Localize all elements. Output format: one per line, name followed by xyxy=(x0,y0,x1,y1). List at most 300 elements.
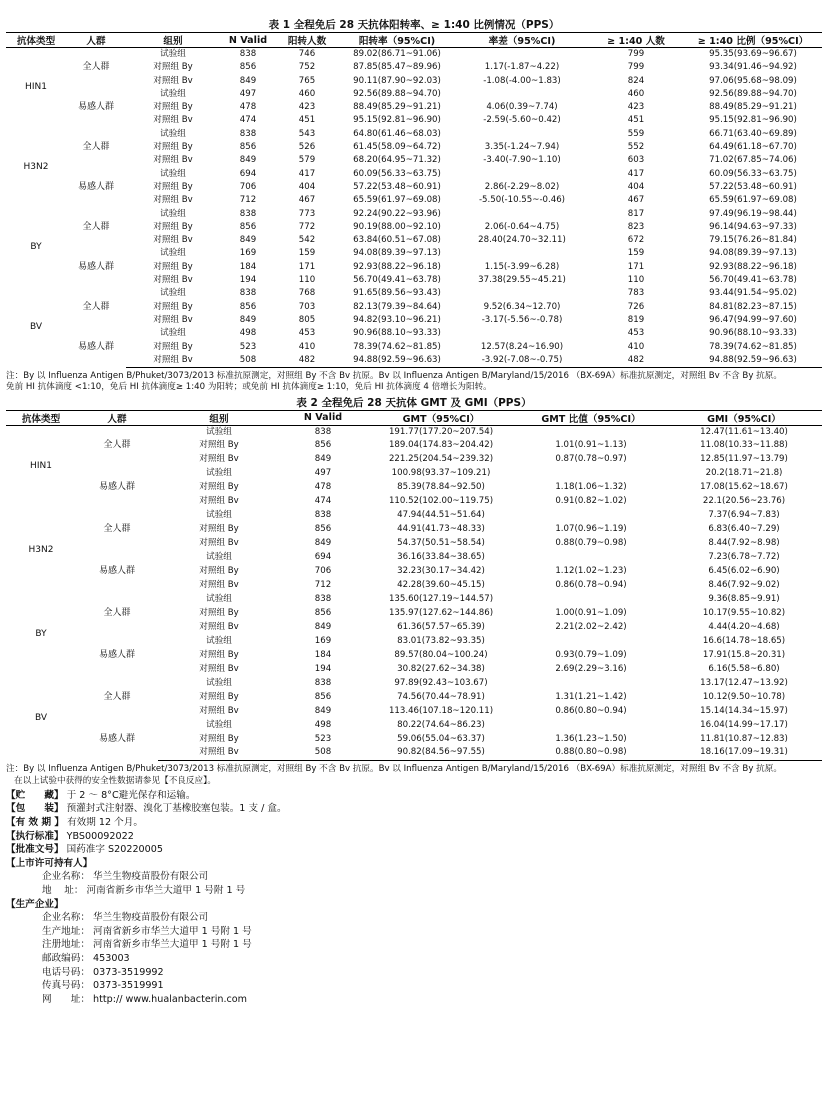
table-cell: 768 xyxy=(298,288,316,299)
antibody-type-cell: H3N2 xyxy=(28,545,54,556)
table-cell: 838 xyxy=(239,49,257,59)
table-cell: 849 xyxy=(314,454,332,465)
table-cell: 56.70(49.41~63.78) xyxy=(353,275,441,286)
population-cell: 易感人群 xyxy=(98,566,135,577)
table-cell: 42.28(39.60~45.15) xyxy=(397,580,485,591)
table-cell: 849 xyxy=(314,621,332,632)
table-cell: 94.88(92.59~96.63) xyxy=(684,354,822,368)
table-cell: 对照组 By xyxy=(199,649,239,660)
table-cell: 对照组 Bv xyxy=(153,155,193,166)
table-cell: 799 xyxy=(627,62,645,73)
table-cell: 57.22(53.48~60.91) xyxy=(353,181,441,192)
table-cell: 试验组 xyxy=(206,593,232,604)
table-cell: 694 xyxy=(314,552,332,563)
table-cell: 95.15(92.81~96.90) xyxy=(709,115,797,126)
table-cell: 1.36(1.23~1.50) xyxy=(555,733,627,744)
table-cell: 404 xyxy=(627,181,645,192)
table-cell: 6.45(6.02~6.90) xyxy=(708,566,780,577)
table-row xyxy=(6,154,822,167)
table-cell: 838 xyxy=(314,426,332,437)
table-cell: 467 xyxy=(298,195,316,206)
table-cell: 523 xyxy=(239,341,257,352)
table-cell: 453 xyxy=(627,328,645,339)
table-cell: 4.44(4.20~4.68) xyxy=(708,621,780,632)
table-cell: 13.17(12.47~13.92) xyxy=(700,677,788,688)
table-cell: 对照组 Bv xyxy=(153,275,193,286)
validity-label: 【有 效 期 】 xyxy=(6,817,64,828)
table-cell: 746 xyxy=(298,49,316,59)
table-row xyxy=(6,635,822,649)
table-cell: 1.31(1.21~1.42) xyxy=(555,691,627,702)
table-cell: 试验组 xyxy=(206,635,232,646)
table-cell: 467 xyxy=(627,195,645,206)
table-row xyxy=(6,593,822,607)
table-cell: 88.49(85.29~91.21) xyxy=(353,102,441,113)
table-cell: 20.2(18.71~21.8) xyxy=(705,468,783,479)
package-row xyxy=(6,802,822,816)
table-cell: 478 xyxy=(314,482,332,493)
col-header: 组别 xyxy=(126,33,220,48)
table-cell: 523 xyxy=(314,733,332,744)
table-row xyxy=(6,425,822,439)
antibody-type-cell: HIN1 xyxy=(25,82,47,93)
table-cell: 15.14(14.34~15.97) xyxy=(700,705,788,716)
phone-row xyxy=(6,966,822,980)
table-cell: 508 xyxy=(220,354,276,368)
producer-heading-row xyxy=(6,898,822,912)
table-cell: 706 xyxy=(314,566,332,577)
table-row xyxy=(6,509,822,523)
table-cell: 65.59(61.97~69.08) xyxy=(709,195,797,206)
table-cell: 856 xyxy=(239,221,257,232)
phone-value: 0373-3519992 xyxy=(93,966,164,978)
table-cell: 94.82(93.10~96.21) xyxy=(353,314,441,325)
table-row xyxy=(6,88,822,101)
table-cell: 对照组 By xyxy=(199,524,239,535)
table-cell: 对照组 Bv xyxy=(126,354,220,368)
col-header: N Valid xyxy=(280,410,366,425)
table-cell: 对照组 By xyxy=(153,62,193,73)
table-cell: 64.80(61.46~68.03) xyxy=(353,128,441,139)
table-cell: 64.49(61.18~67.70) xyxy=(709,142,797,153)
table-cell: 85.39(78.84~92.50) xyxy=(397,482,485,493)
table-row xyxy=(6,327,822,340)
table-cell: 对照组 By xyxy=(153,301,193,312)
table-cell: 12.57(8.24~16.90) xyxy=(480,341,564,352)
table-cell: 526 xyxy=(298,142,316,153)
table-cell: 410 xyxy=(298,341,316,352)
table-cell: 对照组 By xyxy=(153,341,193,352)
table-cell: 对照组 By xyxy=(153,181,193,192)
table-row xyxy=(6,141,822,154)
table-cell: 对照组 Bv xyxy=(199,663,239,674)
table-cell: 189.04(174.83~204.42) xyxy=(388,440,494,451)
approval-value: 国药准字 S20220005 xyxy=(66,844,163,856)
table-cell: 试验组 xyxy=(160,168,186,179)
package-label: 【包 装】 xyxy=(6,803,64,815)
col-header: 人群 xyxy=(76,410,158,425)
approval-row xyxy=(6,843,822,857)
table-cell: 对照组 By xyxy=(199,691,239,702)
table-cell: 0.88(0.79~0.98) xyxy=(555,538,627,549)
standard-value: YBS00092022 xyxy=(66,830,134,842)
table-cell: 83.01(73.82~93.35) xyxy=(397,635,485,646)
table-cell: 773 xyxy=(298,208,316,219)
table-cell: 2.21(2.02~2.42) xyxy=(555,621,627,632)
postcode-row xyxy=(6,952,822,966)
table-cell: 712 xyxy=(314,580,332,591)
table-row xyxy=(6,274,822,287)
table-cell: -3.17(-5.56~-0.78) xyxy=(481,314,563,325)
table-cell: 90.96(88.10~93.33) xyxy=(353,328,441,339)
table-cell: 783 xyxy=(627,288,645,299)
table-cell: 849 xyxy=(239,75,257,86)
registered-address-label: 注册地址： xyxy=(42,939,90,951)
table-cell: 417 xyxy=(627,168,645,179)
table-cell: 对照组 Bv xyxy=(199,538,239,549)
table-cell: 694 xyxy=(239,168,257,179)
table2-header-row xyxy=(6,410,822,425)
table-cell: 856 xyxy=(239,142,257,153)
table-cell: 824 xyxy=(627,75,645,86)
table-cell: 508 xyxy=(280,746,366,760)
table-cell: 44.91(41.73~48.33) xyxy=(397,524,485,535)
population-cell: 易感人群 xyxy=(77,341,114,352)
table-cell: 498 xyxy=(239,328,257,339)
population-cell: 易感人群 xyxy=(77,261,114,272)
table-cell xyxy=(516,719,666,733)
table-cell: 726 xyxy=(627,301,645,312)
table-cell: 497 xyxy=(314,468,332,479)
table-cell: 817 xyxy=(627,208,645,219)
table-cell: 78.39(74.62~81.85) xyxy=(709,341,797,352)
table-cell: 712 xyxy=(239,195,257,206)
table-cell: 474 xyxy=(314,496,332,507)
table-cell: 对照组 By xyxy=(199,733,239,744)
population-cell: 全人群 xyxy=(103,524,131,535)
table-cell xyxy=(516,467,666,481)
table-cell: 552 xyxy=(627,142,645,153)
table-cell: 80.22(74.64~86.23) xyxy=(397,719,485,730)
population-cell: 全人群 xyxy=(82,221,110,232)
table-cell: 对照组 Bv xyxy=(153,75,193,86)
table-cell: 113.46(107.18~120.11) xyxy=(388,705,494,716)
population-cell: 易感人群 xyxy=(77,102,114,113)
table-cell: 1.15(-3.99~6.28) xyxy=(484,261,560,272)
table-cell: 30.82(27.62~34.38) xyxy=(397,663,485,674)
table-cell: 423 xyxy=(298,102,316,113)
table-cell: 838 xyxy=(239,128,257,139)
table-cell: 849 xyxy=(239,314,257,325)
table-cell: 8.44(7.92~8.98) xyxy=(708,538,780,549)
table-cell: 对照组 By xyxy=(199,440,239,451)
table-cell: 838 xyxy=(314,510,332,521)
table-cell: 579 xyxy=(298,155,316,166)
table-cell: 93.44(91.54~95.02) xyxy=(709,288,797,299)
table-cell: 849 xyxy=(314,705,332,716)
population-cell: 易感人群 xyxy=(98,733,135,744)
table-cell: 772 xyxy=(298,221,316,232)
table-cell: 试验组 xyxy=(160,288,186,299)
table-cell: 856 xyxy=(314,691,332,702)
table1 xyxy=(6,32,822,368)
table-cell: 对照组 By xyxy=(153,142,193,153)
table-cell: 0.93(0.79~1.09) xyxy=(555,649,627,660)
table-cell: 97.89(92.43~103.67) xyxy=(394,677,488,688)
table-cell: 90.96(88.10~93.33) xyxy=(709,328,797,339)
table-cell: 0.86(0.78~0.94) xyxy=(555,580,627,591)
table-cell xyxy=(516,593,666,607)
col-header: 人群 xyxy=(66,33,126,48)
table-cell: 96.47(94.99~97.60) xyxy=(709,314,797,325)
table-cell: 试验组 xyxy=(206,510,232,521)
table-cell: 1.07(0.96~1.19) xyxy=(555,524,627,535)
holder-name-value: 华兰生物疫苗股份有限公司 xyxy=(93,871,209,883)
table-cell: 221.25(204.54~239.32) xyxy=(388,454,494,465)
table-cell: 7.23(6.78~7.72) xyxy=(708,552,780,563)
table-cell: 79.15(76.26~81.84) xyxy=(709,235,797,246)
table-cell: 498 xyxy=(314,719,332,730)
table-cell: 78.39(74.62~81.85) xyxy=(353,341,441,352)
table-cell: 799 xyxy=(627,49,645,59)
table-cell: 0.88(0.80~0.98) xyxy=(516,746,666,760)
table-cell: 95.35(93.69~96.67) xyxy=(709,49,797,59)
table-cell: 试验组 xyxy=(160,208,186,219)
table-cell: 试验组 xyxy=(206,468,232,479)
holder-label: 【上市许可持有人】 xyxy=(6,857,93,869)
table-row xyxy=(6,221,822,234)
table-cell xyxy=(456,128,588,141)
table-cell: 1.12(1.02~1.23) xyxy=(555,566,627,577)
table-cell: 856 xyxy=(314,607,332,618)
table-cell: 856 xyxy=(239,301,257,312)
table1-note-2: 免前 HI 抗体滴度 <1:10，免后 HI 抗体滴度≥ 1:40 为阳转；或免前 HI 抗体滴度≥ 1:10，免后 HI 抗体滴度 4 倍增长为阳转。 xyxy=(6,382,492,393)
table-cell: 94.08(89.39~97.13) xyxy=(709,248,797,259)
table-row xyxy=(6,61,822,74)
table-cell: 47.94(44.51~51.64) xyxy=(397,510,485,521)
table-cell: 542 xyxy=(298,235,316,246)
phone-label: 电话号码： xyxy=(42,966,90,978)
holder-address-row xyxy=(6,884,822,898)
table-cell xyxy=(516,509,666,523)
postcode-value: 453003 xyxy=(93,952,130,964)
table-row xyxy=(6,208,822,221)
validity-value: 有效期 12 个月。 xyxy=(67,817,143,828)
table-cell: -5.50(-10.55~-0.46) xyxy=(478,195,566,206)
table-cell: 849 xyxy=(239,235,257,246)
table-cell: 838 xyxy=(239,208,257,219)
table-cell: 603 xyxy=(627,155,645,166)
table-cell: 91.65(89.56~93.43) xyxy=(353,288,441,299)
table-cell: 对照组 Bv xyxy=(199,454,239,465)
fax-label: 传真号码： xyxy=(42,980,90,992)
website-link[interactable]: http:// www.hualanbacterin.com xyxy=(93,993,247,1005)
approval-label: 【批准文号】 xyxy=(6,844,64,856)
table1-note: 注：By 以 Influenza Antigen B/Phuket/3073/2013 标准抗原测定，对照组 By 不含 Bv 抗原。Bv 以 Influenza Antigen B/Maryland/15/2016 （BX-69A）标准抗原测定，对照组 Bv 不含 By 抗原。 xyxy=(6,371,782,382)
table1-title: 表 1 全程免后 28 天抗体阳转率、≥ 1:40 比例情况（PPS） xyxy=(268,19,560,31)
population-cell: 易感人群 xyxy=(98,649,135,660)
table-cell: 93.34(91.46~94.92) xyxy=(709,62,797,73)
table-cell: 对照组 Bv xyxy=(199,621,239,632)
table-cell: 71.02(67.85~74.06) xyxy=(709,155,797,166)
table-cell: 171 xyxy=(298,261,316,272)
table-cell: 703 xyxy=(298,301,316,312)
table-cell xyxy=(456,88,588,101)
table-row xyxy=(6,314,822,327)
table-cell: 752 xyxy=(298,62,316,73)
table-cell: 543 xyxy=(298,128,316,139)
table-cell: 试验组 xyxy=(160,49,186,59)
table-cell: 404 xyxy=(298,181,316,192)
table-row xyxy=(6,287,822,300)
table-cell: 171 xyxy=(627,261,645,272)
table-cell: 92.56(89.88~94.70) xyxy=(709,88,797,99)
validity-row xyxy=(6,816,822,830)
col-header: GMI（95%CI） xyxy=(666,410,822,425)
table-row xyxy=(6,354,822,368)
table-cell: 试验组 xyxy=(206,719,232,730)
table-cell: 对照组 Bv xyxy=(153,235,193,246)
production-address-row xyxy=(6,925,822,939)
table-cell: 37.38(29.55~45.21) xyxy=(478,275,566,286)
table-cell xyxy=(516,551,666,565)
table-cell: 1.01(0.91~1.13) xyxy=(555,440,627,451)
table-cell: 68.20(64.95~71.32) xyxy=(353,155,441,166)
fax-row xyxy=(6,979,822,993)
table-cell: 10.12(9.50~10.78) xyxy=(702,691,786,702)
table-cell: 110 xyxy=(298,275,316,286)
table-cell: 805 xyxy=(298,314,316,325)
table-cell: 1.17(-1.87~4.22) xyxy=(484,62,560,73)
antibody-type-cell: BV xyxy=(34,712,48,723)
table1-header-row xyxy=(6,33,822,48)
table-cell: 92.93(88.22~96.18) xyxy=(709,261,797,272)
table-cell: 对照组 Bv xyxy=(153,314,193,325)
table-cell: 61.36(57.57~65.39) xyxy=(397,621,485,632)
table-cell: 对照组 By xyxy=(153,221,193,232)
table-cell: 823 xyxy=(627,221,645,232)
col-header: GMT（95%CI） xyxy=(366,410,516,425)
table-row xyxy=(6,341,822,354)
table-cell: 497 xyxy=(239,88,257,99)
table-cell: 672 xyxy=(627,235,645,246)
standard-label: 【执行标准】 xyxy=(6,830,64,842)
table-cell: 对照组 Bv xyxy=(153,115,193,126)
producer-label: 【生产企业】 xyxy=(6,898,64,910)
table-row xyxy=(6,101,822,114)
table-cell: 66.71(63.40~69.89) xyxy=(709,128,797,139)
col-header: 抗体类型 xyxy=(6,410,76,425)
table-cell: 2.69(2.29~3.16) xyxy=(555,663,627,674)
table-cell: 169 xyxy=(239,248,257,259)
production-address-value: 河南省新乡市华兰大道甲 1 号附 1 号 xyxy=(93,925,252,937)
table-cell: 838 xyxy=(239,288,257,299)
antibody-type-cell: BY xyxy=(35,628,47,639)
table1-body xyxy=(6,48,822,368)
table-row xyxy=(6,234,822,247)
table-cell: 191.77(177.20~207.54) xyxy=(388,426,494,437)
registered-address-value: 河南省新乡市华兰大道甲 1 号附 1 号 xyxy=(93,939,252,951)
table-cell: 559 xyxy=(627,128,645,139)
table-cell: 36.16(33.84~38.65) xyxy=(397,552,485,563)
table-cell: 试验组 xyxy=(206,552,232,563)
col-header: ≥ 1:40 人数 xyxy=(588,33,684,48)
col-header: 阳转率（95%CI) xyxy=(338,33,456,48)
table-cell: 100.98(93.37~109.21) xyxy=(391,468,491,479)
table-cell: 对照组 By xyxy=(153,261,193,272)
table-cell: 60.09(56.33~63.75) xyxy=(353,168,441,179)
table-cell: 7.37(6.94~7.83) xyxy=(708,510,780,521)
table-cell xyxy=(456,247,588,260)
table-cell: 460 xyxy=(298,88,316,99)
population-cell: 易感人群 xyxy=(98,482,135,493)
table-cell: 90.11(87.90~92.03) xyxy=(353,75,441,86)
table-cell: 849 xyxy=(239,155,257,166)
table-cell xyxy=(456,208,588,221)
table-cell: 169 xyxy=(314,635,332,646)
table-cell: 90.19(88.00~92.10) xyxy=(353,221,441,232)
table-cell: 135.97(127.62~144.86) xyxy=(388,607,494,618)
table-cell: 对照组 Bv xyxy=(158,746,280,760)
table-cell: 4.06(0.39~7.74) xyxy=(486,102,558,113)
table-cell: 474 xyxy=(239,115,257,126)
website-label: 网 址： xyxy=(42,993,90,1005)
table-cell: 6.83(6.40~7.29) xyxy=(708,524,780,535)
table-row xyxy=(6,551,822,565)
holder-address-value: 河南省新乡市华兰大道甲 1 号附 1 号 xyxy=(86,884,246,896)
table-cell: 试验组 xyxy=(206,677,232,688)
holder-name-row xyxy=(6,870,822,884)
table-cell: 110 xyxy=(627,275,645,286)
table2 xyxy=(6,410,822,762)
holder-heading-row xyxy=(6,857,822,871)
table-cell: 92.93(88.22~96.18) xyxy=(353,261,441,272)
table-cell: 59.06(55.04~63.37) xyxy=(397,733,485,744)
table-row xyxy=(6,75,822,88)
table-row xyxy=(6,194,822,207)
table-row xyxy=(6,467,822,481)
table-cell: 65.59(61.97~69.08) xyxy=(353,195,441,206)
table-cell: 838 xyxy=(314,677,332,688)
table-cell: 97.49(96.19~98.44) xyxy=(709,208,797,219)
table-cell: 159 xyxy=(298,248,316,259)
table-row xyxy=(6,247,822,260)
table-cell: 94.08(89.39~97.13) xyxy=(353,248,441,259)
table-cell: 对照组 Bv xyxy=(153,195,193,206)
table-cell: 对照组 By xyxy=(199,607,239,618)
storage-value: 于 2 ～ 8°C避光保存和运输。 xyxy=(66,789,196,801)
table-row xyxy=(6,301,822,314)
table-cell: 60.09(56.33~63.75) xyxy=(709,168,797,179)
table-cell: 194 xyxy=(314,663,332,674)
table-cell: 87.85(85.47~89.96) xyxy=(353,62,441,73)
table-cell: 18.16(17.09~19.31) xyxy=(666,746,822,760)
table-cell: 423 xyxy=(627,102,645,113)
table-cell: 90.82(84.56~97.55) xyxy=(366,746,516,760)
table-cell xyxy=(456,287,588,300)
table-row xyxy=(6,128,822,141)
table-cell: 57.22(53.48~60.91) xyxy=(709,181,797,192)
table-cell: 32.23(30.17~34.42) xyxy=(397,566,485,577)
table-cell: 对照组 By xyxy=(153,102,193,113)
production-address-label: 生产地址： xyxy=(42,925,90,937)
col-header: 抗体类型 xyxy=(6,33,66,48)
table-cell: 对照组 Bv xyxy=(199,705,239,716)
table-cell: 56.70(49.41~63.78) xyxy=(709,275,797,286)
table-cell: 11.81(10.87~12.83) xyxy=(700,733,788,744)
table-cell xyxy=(516,677,666,691)
table-cell: 17.08(15.62~18.67) xyxy=(700,482,788,493)
